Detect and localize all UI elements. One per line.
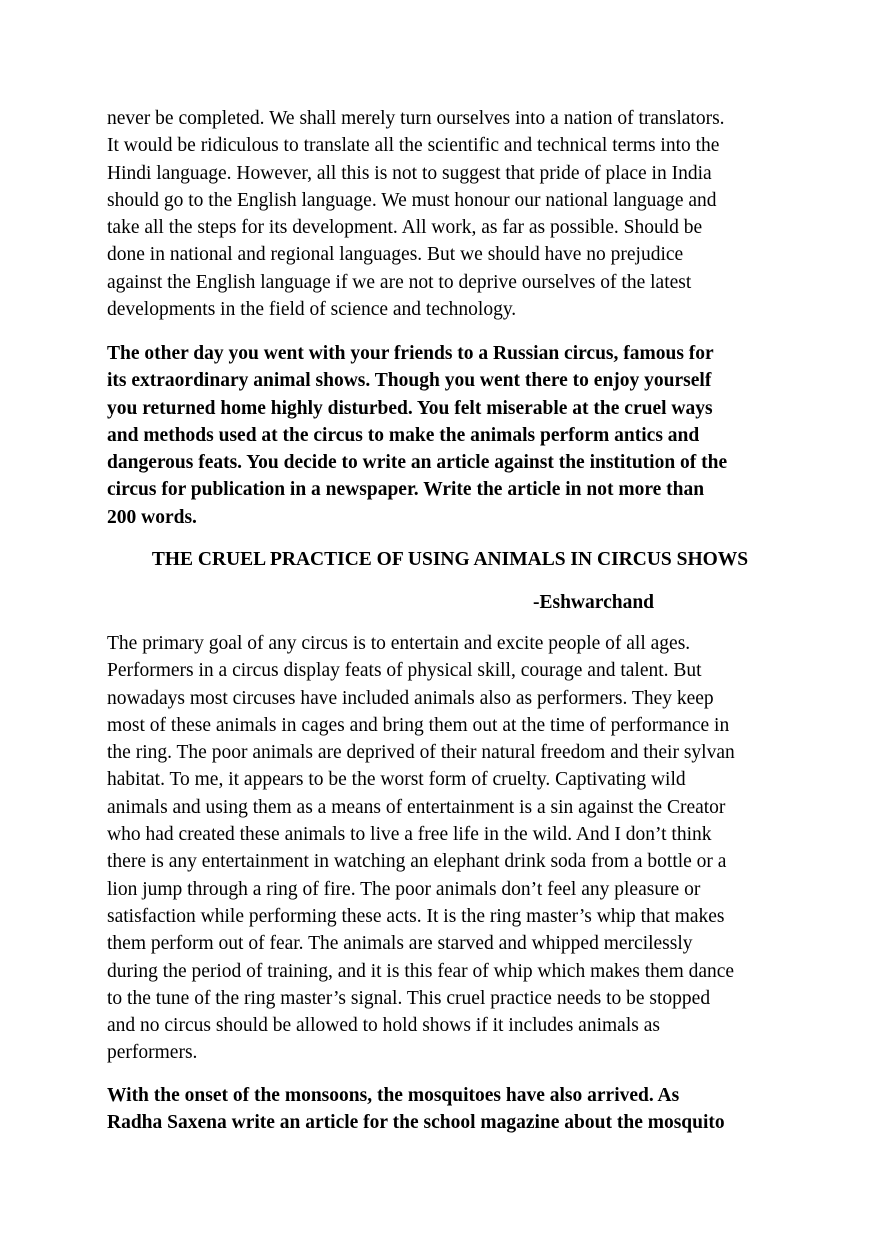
article-author: -Eshwarchand xyxy=(533,592,655,613)
question-mosquito-prompt: With the onset of the monsoons, the mosquitoes have also arrived. As Radha Saxena write an article for the school magazine about the mosquito xyxy=(107,1085,725,1134)
intro-paragraph: never be completed. We shall merely turn ourselves into a nation of translators. It would be ridiculous to translate all the scientific and technical terms into the Hindi language. However, all this is not to suggest that pride of place in India should go to the English language. We must honour our national language and take all the steps for its development. All work, as far as possible. Should be done in national and regional languages. But we should have no prejudice against the English language if we are not to deprive ourselves of the latest developments in the field of science and technology. xyxy=(107,108,725,321)
question-circus-prompt: The other day you went with your friends to a Russian circus, famous for its extraordinary animal shows. Though you went there to enjoy yourself you returned home highly disturbed. You felt miserable at the cruel ways and methods used at the circus to make the animals perform antics and dangerous feats. You decide to write an article against the institution of the circus for publication in a newspaper. Write the article in not more than 200 words. xyxy=(107,343,728,528)
article-body: The primary goal of any circus is to entertain and excite people of all ages. Performers in a circus display feats of physical skill, courage and talent. But nowadays most circuses have included animals also as performers. They keep most of these animals in cages and bring them out at the time of performance in the ring. The poor animals are deprived of their natural freedom and their sylvan habitat. To me, it appears to be the worst form of cruelty. Captivating wild animals and using them as a means of entertainment is a sin against the Creator who had created these animals to live a free life in the wild. And I don’t think there is any entertainment in watching an elephant drink soda from a bottle or a lion jump through a ring of fire. The poor animals don’t feel any pleasure or satisfaction while performing these acts. It is the ring master’s whip that makes them perform out of fear. The animals are starved and whipped mercilessly during the period of training, and it is this fear of whip which makes them dance to the tune of the ring master’s signal. This cruel practice needs to be stopped and no circus should be allowed to hold shows if it includes animals as performers. xyxy=(107,633,735,1064)
article-title: THE CRUEL PRACTICE OF USING ANIMALS IN CIRCUS SHOWS xyxy=(151,549,749,570)
